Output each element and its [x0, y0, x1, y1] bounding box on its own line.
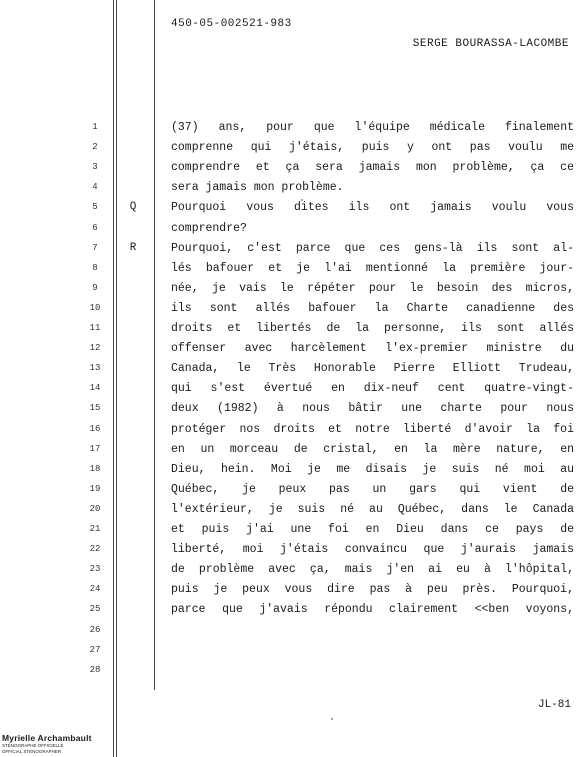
line-number: 3 [92, 162, 98, 173]
line-number: 28 [89, 664, 101, 675]
line-number: 12 [89, 343, 101, 354]
line-number: 6 [92, 222, 98, 233]
speaker-label: R [129, 241, 137, 254]
margin-rule-left [113, 0, 114, 757]
line-number: 13 [89, 363, 101, 374]
line-number: 10 [89, 302, 101, 313]
line-number: 16 [89, 423, 101, 434]
transcript-line: de problème avec ça, mais j'en ai eu à l'hôpital, [171, 563, 574, 577]
transcript-line: sera jamais mon problème. [171, 181, 344, 195]
transcript-line: Québec, je peux pas un gars qui vient de [171, 482, 574, 496]
transcript-line: ils sont allés bafouer la Charte canadienne des [171, 301, 574, 315]
margin-rule-speaker [154, 0, 155, 690]
document-number: 450-05-002521-983 [171, 18, 292, 30]
transcript-line: Dieu, hein. Moi je me disais je suis né moi au [171, 462, 574, 476]
transcript-line: (37) ans, pour que l'équipe médicale finalement [171, 121, 574, 134]
transcript-line: deux (1982) à nous bâtir une charte pour nous [171, 402, 574, 416]
line-number: 1 [92, 122, 98, 132]
transcript-line: comprendre et ça sera jamais mon problème, ça ce [171, 161, 574, 175]
transcript-line: née, je vais le répéter pour le besoin des micros, [171, 281, 574, 295]
line-number: 8 [92, 262, 98, 273]
witness-name: SERGE BOURASSA-LACOMBE [412, 38, 569, 50]
line-number: 26 [89, 624, 101, 635]
line-number: 21 [89, 524, 101, 534]
transcript-line: en un morceau de cristal, en la mère nature, en [171, 442, 574, 456]
transcript-line: Pourquoi, c'est parce que ces gens-là ils sont al- [171, 241, 574, 255]
scan-speck [301, 199, 303, 201]
transcript-line: puis je peux vous dire pas à peu près. Pourquoi, [171, 583, 574, 597]
line-number: 5 [92, 202, 98, 213]
transcript-line: l'extérieur, je suis né au Québec, dans le Canada [171, 502, 574, 516]
line-number: 9 [92, 282, 98, 293]
transcript-line: parce que j'avais répondu clairement <<ben voyons, [171, 603, 574, 617]
line-number: 15 [89, 403, 101, 414]
line-number: 14 [89, 383, 101, 394]
line-number: 4 [92, 182, 98, 193]
stenographer-stamp [2, 733, 122, 754]
transcript-line: qui s'est évertué en dix-neuf cent quatre-vingt- [171, 382, 574, 396]
line-number: 22 [89, 544, 101, 555]
line-number: 19 [89, 483, 101, 494]
line-number: 7 [92, 242, 98, 253]
transcript-line: comprendre? [171, 221, 247, 235]
transcript-line: et puis j'ai une foi en Dieu dans ce pays de [171, 523, 574, 536]
transcript-line: Pourquoi vous dites ils ont jamais voulu vous [171, 201, 574, 215]
transcript-line: lés bafouer et je l'ai mentionné la première jour- [171, 261, 574, 275]
stamp-title-en: OFFICIAL STENOGRAPHER [2, 748, 62, 754]
line-number: 25 [89, 604, 101, 615]
stamp-name: Myrielle Archambault [2, 733, 92, 743]
page-code: JL-81 [537, 699, 571, 711]
line-number: 17 [89, 443, 101, 454]
transcript-line: droits et libertés de la personne, ils sont allés [171, 322, 574, 335]
scan-speck [331, 718, 333, 720]
line-number: 27 [89, 644, 101, 655]
transcript-line: protéger nos droits et notre liberté d'avoir la foi [171, 422, 574, 436]
line-number: 23 [89, 564, 101, 575]
margin-rule-left-inner [116, 0, 117, 757]
line-number: 11 [89, 323, 101, 333]
stamp-title-fr: STÉNOGRAPHE OFFICIELLE [2, 743, 64, 748]
transcript-line: liberté, moi j'étais convaincu que j'aurais jamais [171, 543, 574, 557]
transcript-line: Canada, le Très Honorable Pierre Elliott Trudeau, [171, 362, 574, 376]
line-number: 2 [92, 142, 98, 153]
speaker-label: Q [129, 201, 137, 214]
line-number: 18 [89, 463, 101, 474]
line-number: 20 [89, 503, 101, 514]
transcript-line: comprenne qui j'étais, puis y ont pas voulu me [171, 141, 574, 155]
transcript-line: offenser avec harcèlement l'ex-premier ministre du [171, 342, 574, 356]
line-number: 24 [89, 584, 101, 595]
